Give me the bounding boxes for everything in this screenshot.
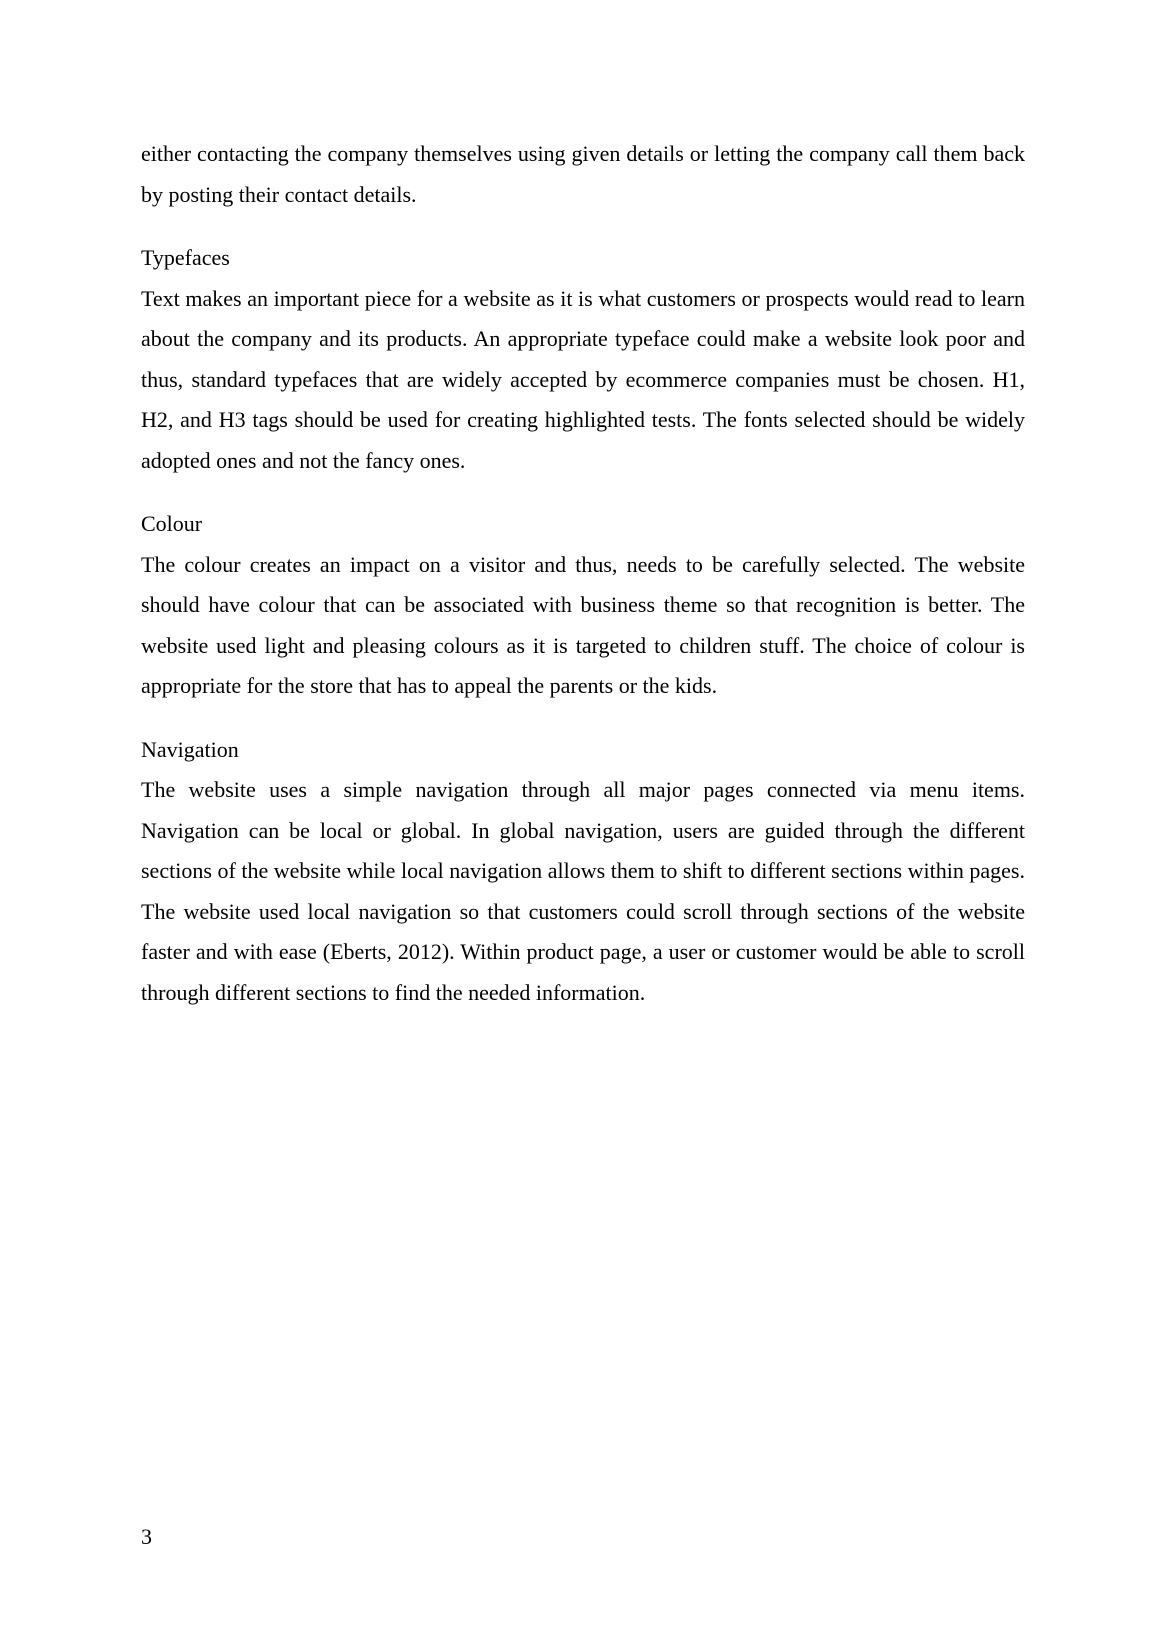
page-number: 3 (141, 1524, 152, 1549)
section-body: The website uses a simple navigation through all major pages connected via menu items. Navigation can be local or global. In global navigation, users are guided through the different sections of the website while local navigation allows them to shift to different sections within pages. The website used local navigation so that customers could scroll through sections of the website faster and with ease (Eberts, 2012). Within product page, a user or customer would be able to scroll through different sections to find the needed information. (141, 777, 1025, 1005)
section-body: The colour creates an impact on a visitor and thus, needs to be carefully selected. The website should have colour that can be associated with business theme so that recognition is better. The website used light and pleasing colours as it is targeted to children stuff. The choice of colour is appropriate for the store that has to appeal the parents or the kids. (141, 551, 1025, 698)
section-typefaces (141, 238, 1025, 481)
page-content (141, 134, 1025, 1013)
section-navigation (141, 730, 1025, 1014)
section-colour (141, 504, 1025, 707)
intro-paragraph: either contacting the company themselves using given details or letting the company call them back by posting their contact details. (141, 141, 1025, 207)
section-heading: Typefaces (141, 245, 230, 270)
section-heading: Colour (141, 511, 203, 536)
section-body: Text makes an important piece for a website as it is what customers or prospects would read to learn about the company and its products. An appropriate typeface could make a website look poor and thus, standard typefaces that are widely accepted by ecommerce companies must be chosen. H1, H2, and H3 tags should be used for creating highlighted tests. The fonts selected should be widely adopted ones and not the fancy ones. (141, 285, 1025, 473)
section-heading: Navigation (141, 736, 239, 762)
